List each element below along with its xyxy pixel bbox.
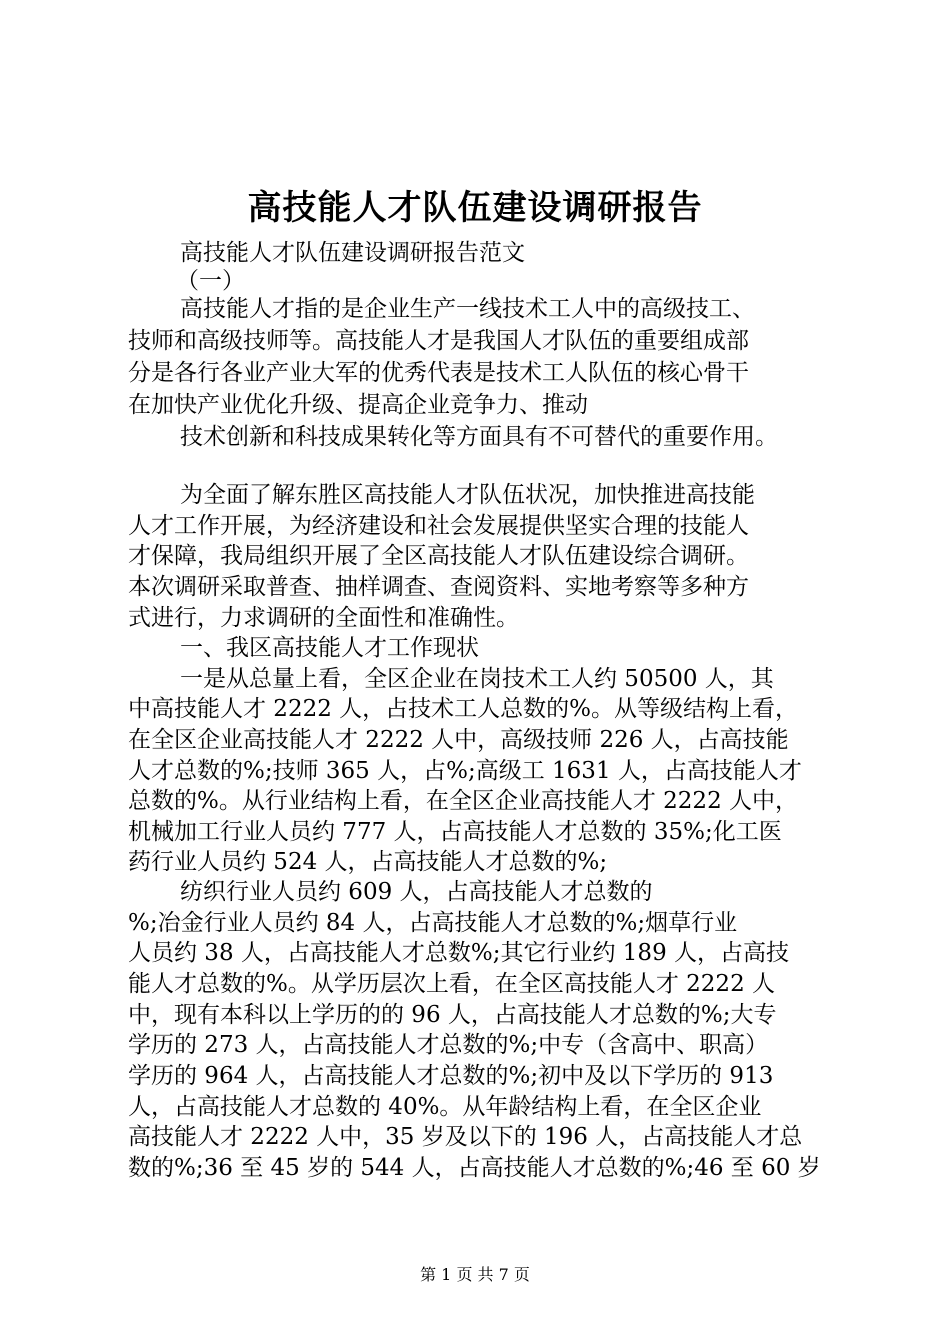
paragraph-line: 总数的%。从行业结构上看，在全区企业高技能人才 2222 人中，	[128, 788, 799, 814]
paragraph-line: 人员约 38 人，占高技能人才总数%;其它行业约 189 人，占高技	[128, 940, 790, 966]
paragraph-line: 中，现有本科以上学历的的 96 人，占高技能人才总数的%;大专	[128, 1002, 777, 1028]
paragraph-line: 高技能人才指的是企业生产一线技术工人中的高级技工、	[180, 296, 755, 322]
paragraph-line: 高技能人才 2222 人中，35 岁及以下的 196 人，占高技能人才总	[128, 1124, 803, 1150]
paragraph-line: 在加快产业优化升级、提高企业竞争力、推动	[128, 392, 588, 418]
paragraph-line: %;冶金行业人员约 84 人，占高技能人才总数的%;烟草行业	[128, 910, 738, 936]
paragraph-line: 才保障，我局组织开展了全区高技能人才队伍建设综合调研。	[128, 543, 749, 569]
paragraph-line: 分是各行各业产业大军的优秀代表是技术工人队伍的核心骨干	[128, 360, 749, 386]
paragraph-line: 一是从总量上看，全区企业在岗技术工人约 50500 人，其	[180, 666, 774, 692]
section-heading: 一、我区高技能人才工作现状	[180, 635, 479, 661]
paragraph-line: 技术创新和科技成果转化等方面具有不可替代的重要作用。	[180, 424, 778, 450]
paragraph-line: 人，占高技能人才总数的 40%。从年龄结构上看，在全区企业	[128, 1094, 762, 1120]
paragraph-line: 纺织行业人员约 609 人，占高技能人才总数的	[180, 879, 653, 905]
paragraph-line: 技师和高级技师等。高技能人才是我国人才队伍的重要组成部	[128, 328, 749, 354]
paragraph-line: 本次调研采取普查、抽样调查、查阅资料、实地考察等多种方	[128, 574, 749, 600]
paragraph-line: 数的%;36 至 45 岁的 544 人，占高技能人才总数的%;46 至 60 岁	[128, 1155, 821, 1181]
paragraph-line: 式进行，力求调研的全面性和准确性。	[128, 605, 519, 631]
paragraph-line: 为全面了解东胜区高技能人才队伍状况，加快推进高技能	[180, 482, 755, 508]
paragraph-line: 学历的 273 人，占高技能人才总数的%;中专（含高中、职高）	[128, 1032, 769, 1058]
paragraph-line: 中高技能人才 2222 人，占技术工人总数的%。从等级结构上看，	[128, 696, 799, 722]
page-title: 高技能人才队伍建设调研报告	[247, 188, 703, 228]
paragraph-line: 人才工作开展，为经济建设和社会发展提供坚实合理的技能人	[128, 513, 749, 539]
paragraph-line: 药行业人员约 524 人，占高技能人才总数的%;	[128, 849, 608, 875]
page-number: 第 1 页 共 7 页	[420, 1265, 530, 1284]
paragraph-line: 人才总数的%;技师 365 人，占%;高级工 1631 人，占高技能人才	[128, 758, 802, 784]
subtitle-line: 高技能人才队伍建设调研报告范文	[180, 240, 525, 266]
paragraph-line: 学历的 964 人，占高技能人才总数的%;初中及以下学历的 913	[128, 1063, 774, 1089]
section-marker: （一）	[176, 268, 245, 294]
paragraph-line: 能人才总数的%。从学历层次上看，在全区高技能人才 2222 人	[128, 971, 776, 997]
paragraph-line: 在全区企业高技能人才 2222 人中，高级技师 226 人，占高技能	[128, 727, 789, 753]
paragraph-line: 机械加工行业人员约 777 人，占高技能人才总数的 35%;化工医	[128, 819, 782, 845]
